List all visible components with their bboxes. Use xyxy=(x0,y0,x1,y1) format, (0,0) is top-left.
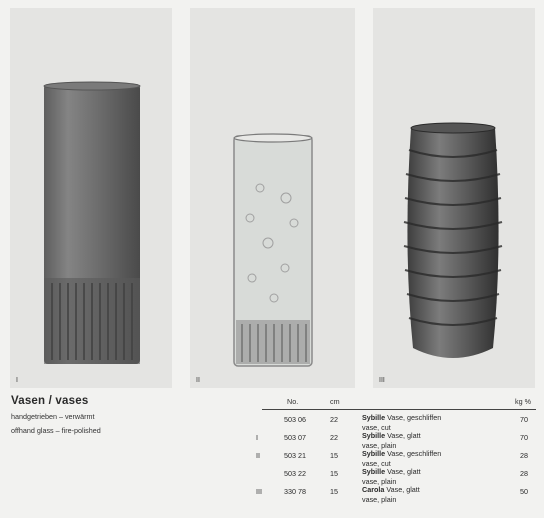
row-desc-en: vase, plain xyxy=(362,476,397,486)
row-name: Sybille xyxy=(362,431,386,440)
row-desc-en: vase, plain xyxy=(362,440,397,450)
row-height-cm: 15 xyxy=(330,487,338,496)
vase-iii-image xyxy=(373,8,535,388)
row-kg: 50 xyxy=(520,487,528,496)
row-name: Sybille xyxy=(362,467,386,476)
table-row xyxy=(0,485,544,509)
photo-label: I xyxy=(16,377,18,384)
row-number: 503 06 xyxy=(284,415,306,424)
row-desc-de: Vase, glatt xyxy=(387,467,421,476)
row-name: Sybille xyxy=(362,449,386,458)
row-height-cm: 15 xyxy=(330,469,338,478)
photo-vase-iii xyxy=(373,8,535,388)
vase-i-image xyxy=(10,8,172,388)
row-name: Sybille xyxy=(362,413,386,422)
row-number: 503 22 xyxy=(284,469,306,478)
subtitle-english: offhand glass – fire-polished xyxy=(11,426,101,435)
row-desc-en: vase, cut xyxy=(362,458,391,468)
vase-ii-image xyxy=(190,8,355,388)
row-desc-de: Vase, glatt xyxy=(387,431,421,440)
photo-label: II xyxy=(196,377,200,384)
row-height-cm: 22 xyxy=(330,415,338,424)
column-header-kg: kg % xyxy=(515,397,531,406)
column-header-cm: cm xyxy=(330,397,340,406)
catalog-title: Vasen / vases xyxy=(11,395,89,407)
row-roman: II xyxy=(256,451,260,460)
row-height-cm: 22 xyxy=(330,433,338,442)
row-kg: 70 xyxy=(520,415,528,424)
row-kg: 28 xyxy=(520,451,528,460)
row-roman: I xyxy=(256,433,258,442)
row-desc-de: Vase, geschliffen xyxy=(387,413,442,422)
column-header-no: No. xyxy=(287,397,299,406)
row-desc-de: Vase, glatt xyxy=(386,485,420,494)
row-number: 330 78 xyxy=(284,487,306,496)
row-kg: 28 xyxy=(520,469,528,478)
row-description xyxy=(362,449,441,468)
photo-vase-i xyxy=(10,8,172,388)
header-divider xyxy=(262,409,536,410)
row-desc-en: vase, plain xyxy=(362,494,397,504)
row-description xyxy=(362,467,421,486)
row-description xyxy=(362,485,420,504)
row-desc-de: Vase, geschliffen xyxy=(387,449,442,458)
photo-vase-ii xyxy=(190,8,355,388)
row-name: Carola xyxy=(362,485,385,494)
row-description xyxy=(362,413,441,432)
row-description xyxy=(362,431,421,450)
row-number: 503 21 xyxy=(284,451,306,460)
subtitle-german: handgetrieben – verwärmt xyxy=(11,412,95,421)
row-height-cm: 15 xyxy=(330,451,338,460)
photo-label: III xyxy=(379,377,385,384)
row-roman: III xyxy=(256,487,262,496)
row-number: 503 07 xyxy=(284,433,306,442)
row-desc-en: vase, cut xyxy=(362,422,391,432)
row-kg: 70 xyxy=(520,433,528,442)
